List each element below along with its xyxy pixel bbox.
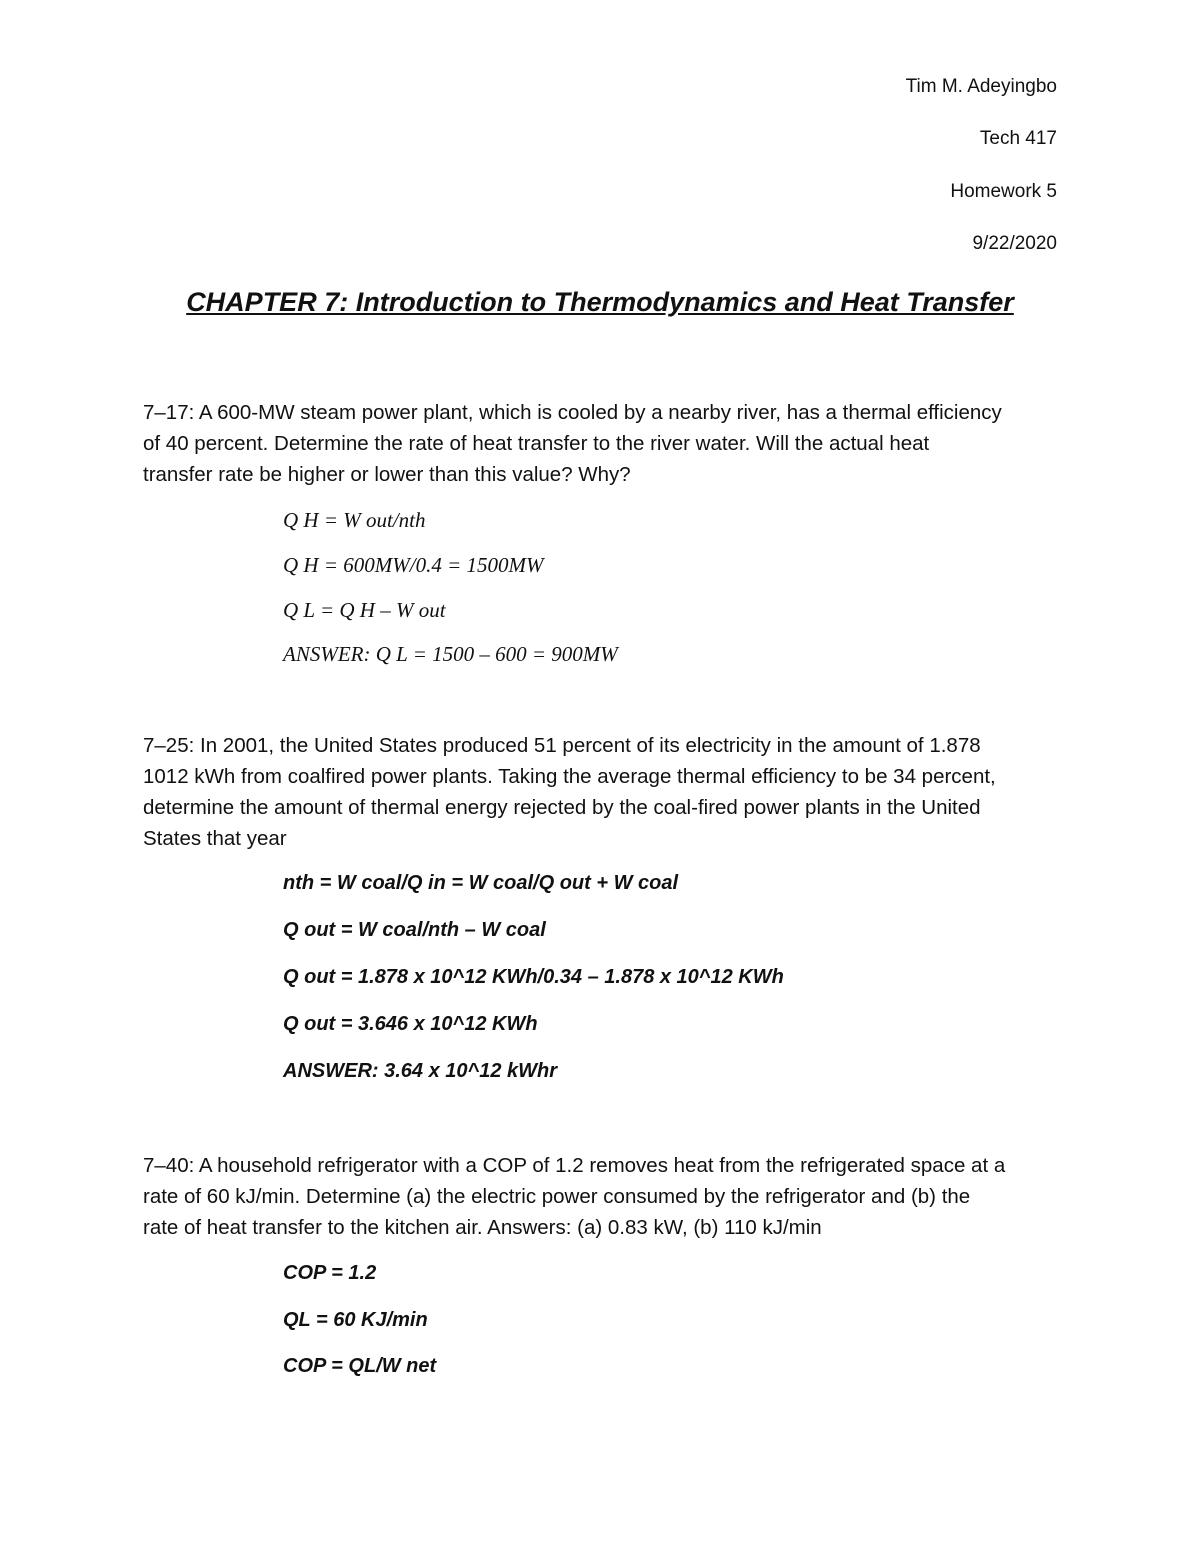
problem-line: determine the amount of thermal energy rejected by the coal-fired power plants in the United (143, 796, 981, 819)
assignment-date: 9/22/2020 (972, 233, 1057, 254)
equation: Q H = 600MW/0.4 = 1500MW (283, 553, 544, 577)
answer-equation: ANSWER: Q L = 1500 – 600 = 900MW (283, 642, 618, 666)
problem-line: of 40 percent. Determine the rate of heat transfer to the river water. Will the actual heat (143, 432, 930, 455)
assignment-name: Homework 5 (950, 181, 1057, 202)
course-name: Tech 417 (979, 128, 1057, 149)
equation: COP = QL/W net (283, 1355, 437, 1377)
equation: Q L = Q H – W out (283, 598, 446, 622)
problem-line: rate of heat transfer to the kitchen air. Answers: (a) 0.83 kW, (b) 110 kJ/min (143, 1216, 822, 1239)
problem-line: 1012 kWh from coalfired power plants. Taking the average thermal efficiency to be 34 percent, (143, 765, 996, 788)
problem-line: States that year (143, 827, 287, 850)
equation: nth = W coal/Q in = W coal/Q out + W coal (283, 872, 679, 894)
problem-7-25-statement (143, 730, 1063, 854)
equation: Q H = W out/nth (283, 508, 426, 532)
problem-7-17-statement (143, 397, 1063, 490)
chapter-title: CHAPTER 7: Introduction to Thermodynamics and Heat Transfer (186, 287, 1014, 317)
problem-line: 7–40: A household refrigerator with a COP of 1.2 removes heat from the refrigerated space at a (143, 1154, 1006, 1177)
equation: Q out = W coal/nth – W coal (283, 919, 546, 941)
equation: COP = 1.2 (283, 1262, 377, 1284)
problem-line: rate of 60 kJ/min. Determine (a) the electric power consumed by the refrigerator and (b) the (143, 1185, 971, 1208)
answer-equation: ANSWER: 3.64 x 10^12 kWhr (283, 1060, 557, 1082)
equation: Q out = 3.646 x 10^12 KWh (283, 1013, 538, 1035)
problem-line: 7–17: A 600-MW steam power plant, which is cooled by a nearby river, has a thermal efficiency (143, 401, 1002, 424)
author-name: Tim M. Adeyingbo (905, 76, 1057, 97)
equation: Q out = 1.878 x 10^12 KWh/0.34 – 1.878 x 10^12 KWh (283, 966, 784, 988)
problem-line: 7–25: In 2001, the United States produced 51 percent of its electricity in the amount of 1.878 (143, 734, 981, 757)
equation: QL = 60 KJ/min (283, 1309, 428, 1331)
problem-7-40-statement (143, 1150, 1063, 1243)
problem-line: transfer rate be higher or lower than this value? Why? (143, 463, 631, 486)
